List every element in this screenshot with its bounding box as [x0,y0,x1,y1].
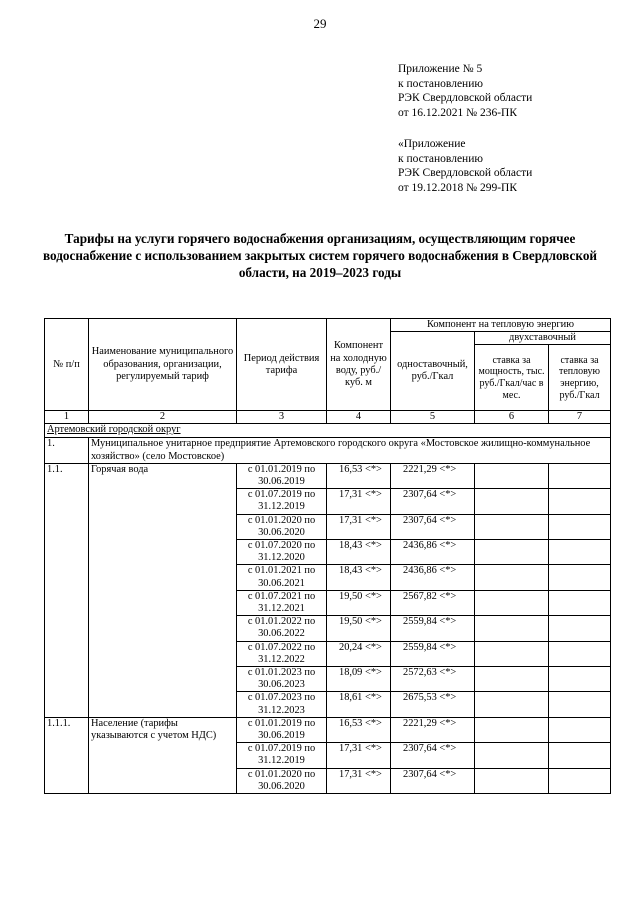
period-cell: с 01.01.2020 по 30.06.2020 [237,514,327,539]
appendix-line: РЭК Свердловской области [398,92,533,105]
energy-cell [549,489,611,514]
appendix-line: «Приложение [398,138,466,150]
energy-cell [549,743,611,768]
header-capacity-rate: ставка за мощность, тыс. руб./Гкал/час в мес. [475,345,549,411]
appendix-reference [398,62,532,120]
capacity-cell [475,463,549,488]
period-cell: с 01.01.2019 по 30.06.2019 [237,463,327,488]
period-cell: с 01.01.2020 по 30.06.2020 [237,768,327,793]
appendix-line: Приложение № 5 [398,63,483,75]
period-cell: с 01.07.2019 по 31.12.2019 [237,743,327,768]
column-number: 2 [89,411,237,424]
one-rate-cell: 2307,64 <*> [391,514,475,539]
cold-water-cell: 18,43 <*> [327,540,391,565]
document-title: Тарифы на услуги горячего водоснабжения организациям, осуществляющим горячее водоснабжение с использованием закрытых систем горячего водоснабжения в Свердловской области, на 2019–2023 годы [42,231,598,280]
header-num: № п/п [45,319,89,411]
header-one-rate: одноставочный, руб./Гкал [391,332,475,411]
capacity-cell [475,717,549,742]
column-number: 5 [391,411,475,424]
one-rate-cell: 2307,64 <*> [391,743,475,768]
organization-name: Муниципальное унитарное предприятие Артемовского городского округа «Мостовское жилищно-коммунальное хозяйство» (село Мостовское) [89,438,611,463]
column-number: 1 [45,411,89,424]
header-period: Период действия тарифа [237,319,327,411]
energy-cell [549,768,611,793]
cold-water-cell: 19,50 <*> [327,590,391,615]
capacity-cell [475,590,549,615]
period-cell: с 01.01.2021 по 30.06.2021 [237,565,327,590]
cold-water-cell: 16,53 <*> [327,717,391,742]
cold-water-cell: 18,61 <*> [327,692,391,717]
appendix-line: от 19.12.2018 № 299-ПК [398,181,518,194]
capacity-cell [475,641,549,666]
appendix-line: к постановлению [398,152,483,165]
municipality-name: Артемовский городской округ [45,424,611,438]
organization-row [45,438,611,463]
energy-cell [549,717,611,742]
capacity-cell [475,667,549,692]
one-rate-cell: 2307,64 <*> [391,768,475,793]
period-cell: с 01.01.2019 по 30.06.2019 [237,717,327,742]
energy-cell [549,616,611,641]
one-rate-cell: 2436,86 <*> [391,540,475,565]
capacity-cell [475,692,549,717]
capacity-cell [475,768,549,793]
cold-water-cell: 20,24 <*> [327,641,391,666]
one-rate-cell: 2307,64 <*> [391,489,475,514]
column-number: 4 [327,411,391,424]
period-cell: с 01.07.2021 по 31.12.2021 [237,590,327,615]
table-row [45,463,611,488]
header-heat-component: Компонент на тепловую энергию [391,319,611,332]
header-two-rate: двухставочный [475,332,611,345]
appendix-line: РЭК Свердловской области [398,167,533,180]
cold-water-cell: 18,09 <*> [327,667,391,692]
appendix-line: к постановлению [398,77,483,90]
header-energy-rate: ставка за тепловую энергию, руб./Гкал [549,345,611,411]
group-name: Население (тарифы указываются с учетом НДС) [89,717,237,793]
previous-appendix-reference [398,137,532,195]
energy-cell [549,590,611,615]
table-row [45,717,611,742]
cold-water-cell: 19,50 <*> [327,616,391,641]
period-cell: с 01.01.2022 по 30.06.2022 [237,616,327,641]
column-number: 6 [475,411,549,424]
capacity-cell [475,489,549,514]
column-number: 7 [549,411,611,424]
energy-cell [549,463,611,488]
group-name: Горячая вода [89,463,237,717]
one-rate-cell: 2572,63 <*> [391,667,475,692]
one-rate-cell: 2559,84 <*> [391,616,475,641]
appendix-line: от 16.12.2021 № 236-ПК [398,106,518,119]
period-cell: с 01.07.2019 по 31.12.2019 [237,489,327,514]
period-cell: с 01.07.2023 по 31.12.2023 [237,692,327,717]
period-cell: с 01.07.2020 по 31.12.2020 [237,540,327,565]
column-number: 3 [237,411,327,424]
cold-water-cell: 16,53 <*> [327,463,391,488]
group-num: 1.1.1. [45,717,89,793]
one-rate-cell: 2221,29 <*> [391,717,475,742]
column-number-row [45,411,611,424]
header-name: Наименование муниципального образования, организации, регулируемый тариф [89,319,237,411]
header-cold-water: Компонент на холодную воду, руб./куб. м [327,319,391,411]
one-rate-cell: 2221,29 <*> [391,463,475,488]
capacity-cell [475,514,549,539]
cold-water-cell: 17,31 <*> [327,489,391,514]
capacity-cell [475,565,549,590]
capacity-cell [475,616,549,641]
energy-cell [549,692,611,717]
energy-cell [549,565,611,590]
table-header [45,319,611,411]
one-rate-cell: 2567,82 <*> [391,590,475,615]
period-cell: с 01.07.2022 по 31.12.2022 [237,641,327,666]
one-rate-cell: 2436,86 <*> [391,565,475,590]
period-cell: с 01.01.2023 по 30.06.2023 [237,667,327,692]
energy-cell [549,641,611,666]
capacity-cell [475,743,549,768]
page-number: 29 [313,16,327,31]
cold-water-cell: 17,31 <*> [327,768,391,793]
energy-cell [549,514,611,539]
capacity-cell [475,540,549,565]
cold-water-cell: 17,31 <*> [327,514,391,539]
organization-num: 1. [45,438,89,463]
tariff-table [44,318,611,794]
energy-cell [549,667,611,692]
one-rate-cell: 2559,84 <*> [391,641,475,666]
area-row [45,424,611,438]
one-rate-cell: 2675,53 <*> [391,692,475,717]
cold-water-cell: 17,31 <*> [327,743,391,768]
group-num: 1.1. [45,463,89,717]
energy-cell [549,540,611,565]
cold-water-cell: 18,43 <*> [327,565,391,590]
